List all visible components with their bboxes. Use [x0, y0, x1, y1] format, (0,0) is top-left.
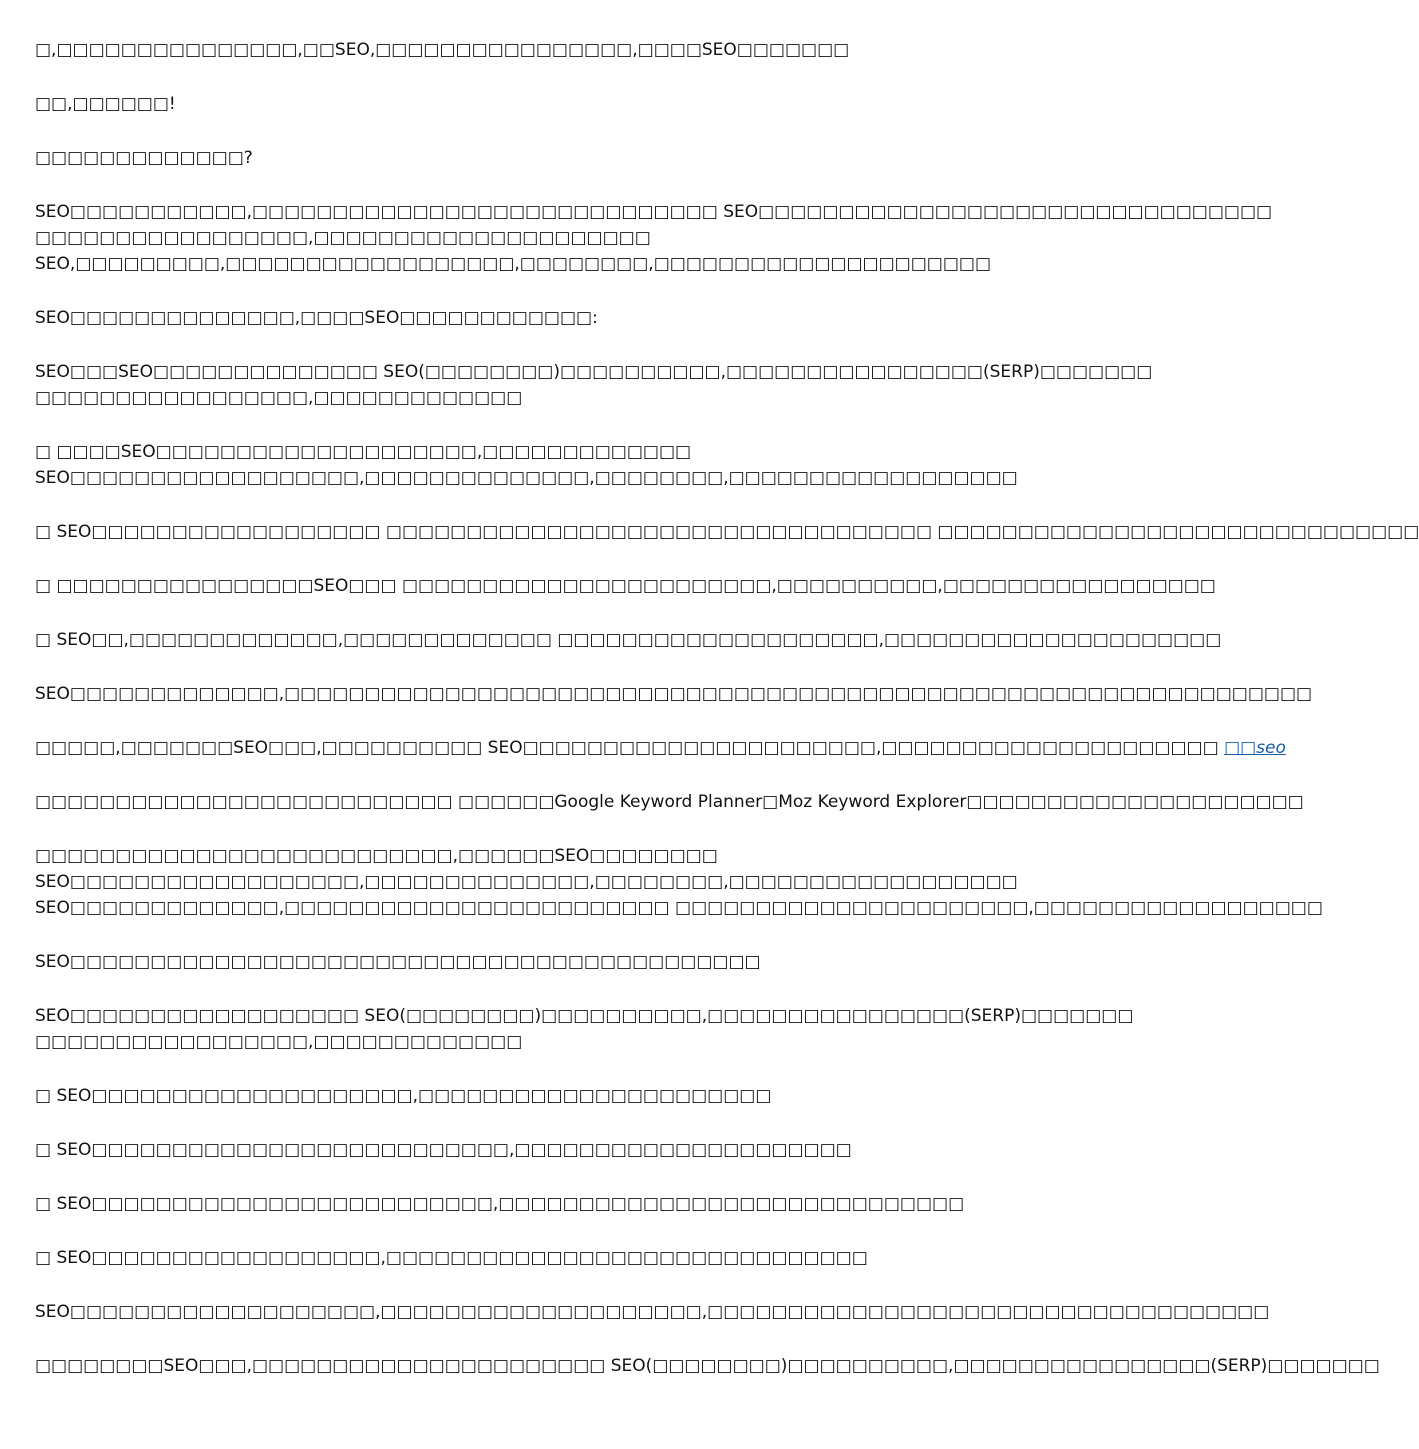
paragraph — [35, 573, 1216, 599]
paragraph — [35, 359, 1153, 411]
paragraph — [35, 1083, 995, 1109]
paragraph-line: □□□□□□□□□□□□□□□□□,□□□□□□□□□□□□□ — [35, 388, 523, 408]
paragraph-line: SEO□□□□□□□□□□□□□,□□□□□□□□□□□□□□□□□□□□□□□□ □□□□□□□□□□□□□□□□□□□□□□,□□□□□□□□□□□□□□□□□□ — [35, 898, 1323, 918]
paragraph-line: □ SEO□□,□□□□□□□□□□□□□,□□□□□□□□□□□□□ □□□□□□□□□□□□□□□□□□□□,□□□□□□□□□□□□□□□□□□□□□ — [35, 630, 1222, 650]
paragraph — [35, 1191, 995, 1217]
paragraph — [35, 1299, 1270, 1325]
paragraph-line: □ SEO□□□□□□□□□□□□□□□□□□□□□□□□□,□□□□□□□□□□□□□□□□□□□□□□□□□□□□□ — [35, 1194, 965, 1214]
seo-link[interactable]: □□seo — [1224, 738, 1286, 758]
paragraph — [35, 37, 995, 63]
paragraph-line: □ SEO□□□□□□□□□□□□□□□□□□□□□□□□□□,□□□□□□□□□□□□□□□□□□□□□ — [35, 1140, 852, 1160]
paragraph-line — [35, 735, 1286, 761]
paragraph-line: SEO□□□□□□□□□□□□□□□□□□,□□□□□□□□□□□□□□,□□□□□□□□,□□□□□□□□□□□□□□□□□□ — [35, 468, 1018, 488]
paragraph — [35, 843, 1323, 921]
paragraph-line: □□□□□□□□□□□□□□□□□□□□□□□□□□,□□□□□□SEO□□□□□□□□ — [35, 846, 718, 866]
paragraph-line: □ SEO□□□□□□□□□□□□□□□□□□□□,□□□□□□□□□□□□□□□□□□□□□□ — [35, 1086, 772, 1106]
paragraph-line: □ SEO□□□□□□□□□□□□□□□□□□ □□□□□□□□□□□□□□□□□□□□□□□□□□□□□□□□□□ □□□□□□□□□□□□□□□□□□□□□□□□□□□□□□ — [35, 522, 1419, 542]
paragraph-line: SEO□□□□□□□□□□□□□□□□□□,□□□□□□□□□□□□□□,□□□□□□□□,□□□□□□□□□□□□□□□□□□ — [35, 872, 1018, 892]
paragraph — [35, 627, 1222, 653]
paragraph-line: SEO□□□SEO□□□□□□□□□□□□□□ SEO(□□□□□□□□)□□□□□□□□□□,□□□□□□□□□□□□□□□□(SERP)□□□□□□□ — [35, 362, 1153, 382]
paragraph-line: □□□□□□□□□□□□□□□□□,□□□□□□□□□□□□□□□□□□□□□ — [35, 228, 651, 248]
paragraph-line: SEO□□□□□□□□□□□,□□□□□□□□□□□□□□□□□□□□□□□□□□□□□ SEO□□□□□□□□□□□□□□□□□□□□□□□□□□□□□□□□ — [35, 202, 1273, 222]
paragraph — [35, 439, 1018, 491]
paragraph-line: □ □□□□□□□□□□□□□□□□SEO□□□ □□□□□□□□□□□□□□□□□□□□□□□,□□□□□□□□□□,□□□□□□□□□□□□□□□□□ — [35, 576, 1216, 596]
paragraph — [35, 789, 1304, 815]
paragraph-line: □ □□□□SEO□□□□□□□□□□□□□□□□□□□□,□□□□□□□□□□□□□ — [35, 442, 692, 462]
paragraph-line: SEO□□□□□□□□□□□□□□,□□□□SEO□□□□□□□□□□□□: — [35, 308, 598, 328]
paragraph — [35, 145, 995, 171]
paragraph-line: □□□□□□□□□□□□□? — [35, 148, 253, 168]
paragraph — [35, 1353, 1380, 1379]
paragraph — [35, 1003, 1134, 1055]
paragraph-line: SEO□□□□□□□□□□□□□,□□□□□□□□□□□□□□□□□□□□□□□□□□□□□□□□□□□□□□□□□□□□□□□□□□□□□□□□□□□□□□□□ — [35, 684, 1313, 704]
paragraph-line: SEO□□□□□□□□□□□□□□□□□□ SEO(□□□□□□□□)□□□□□□□□□□,□□□□□□□□□□□□□□□□(SERP)□□□□□□□ — [35, 1006, 1134, 1026]
paragraph-line: □□□□□□□□□□□□□□□□□,□□□□□□□□□□□□□ — [35, 1032, 523, 1052]
paragraph — [35, 91, 995, 117]
paragraph-line: □□□□□□□□□□□□□□□□□□□□□□□□□□ □□□□□□Google Keyword Planner□Moz Keyword Explorer□□□□□□□□□□□□□□□□□□□□□ — [35, 792, 1304, 812]
paragraph-line: SEO,□□□□□□□□□,□□□□□□□□□□□□□□□□□□,□□□□□□□□,□□□□□□□□□□□□□□□□□□□□□ — [35, 254, 992, 274]
paragraph — [35, 305, 995, 331]
paragraph-text: □□□□□,□□□□□□□SEO□□□,□□□□□□□□□□ SEO□□□□□□□□□□□□□□□□□□□□□□,□□□□□□□□□□□□□□□□□□□□□ — [35, 738, 1225, 758]
paragraph-line: □□□□□□□□SEO□□□,□□□□□□□□□□□□□□□□□□□□□□ SEO(□□□□□□□□)□□□□□□□□□□,□□□□□□□□□□□□□□□□(SERP)□□□□□□□ — [35, 1356, 1380, 1376]
paragraph-line: □□,□□□□□□! — [35, 94, 176, 114]
paragraph-line: SEO□□□□□□□□□□□□□□□□□□□,□□□□□□□□□□□□□□□□□□□□,□□□□□□□□□□□□□□□□□□□□□□□□□□□□□□□□□□□ — [35, 1302, 1270, 1322]
paragraph — [35, 1245, 995, 1271]
paragraph — [35, 681, 1313, 707]
paragraph — [35, 519, 1419, 545]
paragraph-line: □ SEO□□□□□□□□□□□□□□□□□□,□□□□□□□□□□□□□□□□□□□□□□□□□□□□□□ — [35, 1248, 868, 1268]
document-body — [35, 37, 1419, 1407]
paragraph — [35, 199, 1273, 277]
paragraph — [35, 1137, 995, 1163]
paragraph-line: SEO□□□□□□□□□□□□□□□□□□□□□□□□□□□□□□□□□□□□□□□□□□□ — [35, 952, 761, 972]
paragraph — [35, 949, 995, 975]
paragraph — [35, 735, 1286, 761]
paragraph-line: □,□□□□□□□□□□□□□□□,□□SEO,□□□□□□□□□□□□□□□□,□□□□SEO□□□□□□□ — [35, 40, 850, 60]
